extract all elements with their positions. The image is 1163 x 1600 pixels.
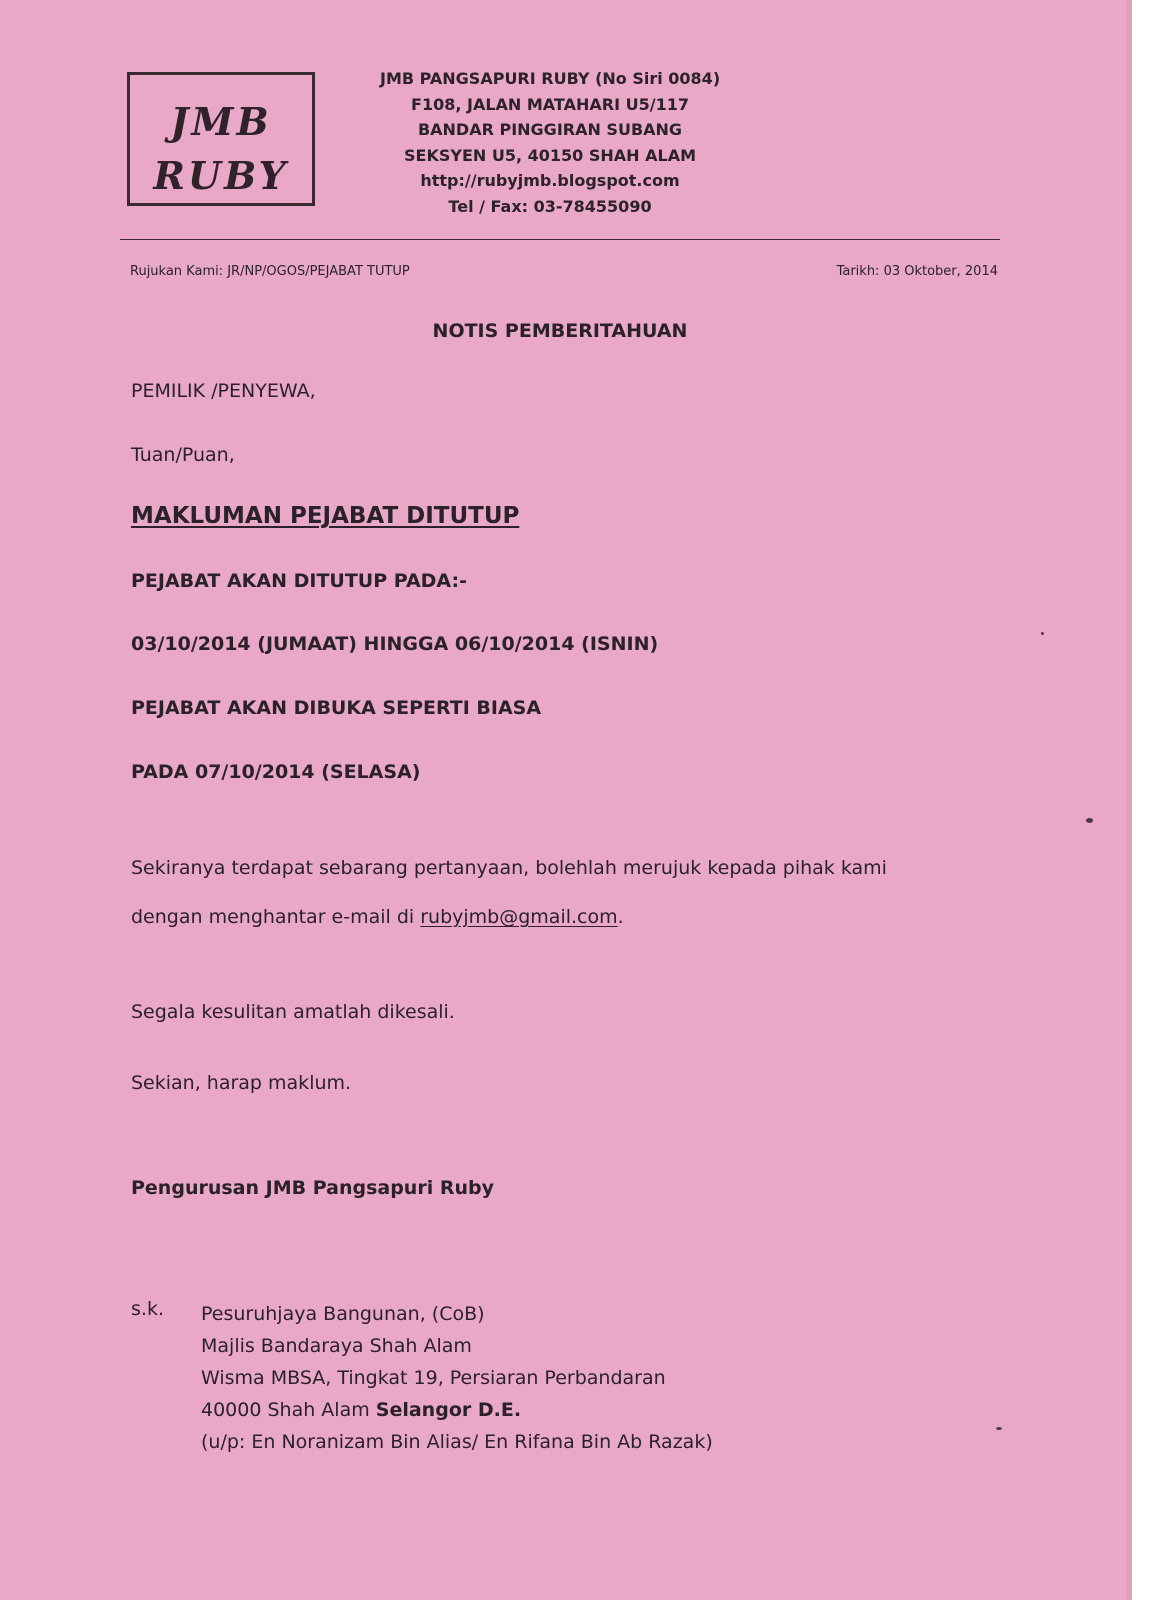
announcement-line-2: 03/10/2014 (JUMAAT) HINGGA 06/10/2014 (ISNIN) bbox=[131, 633, 659, 655]
org-name: JMB PANGSAPURI RUBY (No Siri 0084) bbox=[380, 69, 721, 88]
closing-line: Sekian, harap maklum. bbox=[131, 1072, 352, 1094]
announcement-line-4: PADA 07/10/2014 (SELASA) bbox=[131, 761, 421, 783]
organization-address bbox=[380, 66, 720, 220]
logo-line-2: RUBY bbox=[153, 153, 289, 198]
reference-number: Rujukan Kami: JR/NP/OGOS/PEJABAT TUTUP bbox=[130, 264, 410, 279]
paper-speck bbox=[1086, 818, 1093, 823]
paper-speck bbox=[996, 1427, 1002, 1430]
body-line-2-prefix: dengan menghantar e-mail di bbox=[131, 906, 421, 928]
cc-line-3: Wisma MBSA, Tingkat 19, Persiaran Perbandaran bbox=[201, 1367, 666, 1389]
notice-date: Tarikh: 03 Oktober, 2014 bbox=[836, 264, 998, 279]
apology-line: Segala kesulitan amatlah dikesali. bbox=[131, 1001, 455, 1023]
cc-state: Selangor D.E. bbox=[375, 1399, 522, 1421]
paper-edge bbox=[1126, 0, 1132, 1600]
salutation: Tuan/Puan, bbox=[131, 444, 235, 466]
header-divider bbox=[120, 239, 1000, 240]
cc-attention: (u/p: En Noranizam Bin Alias/ En Rifana Bin Ab Razak) bbox=[201, 1431, 713, 1453]
logo-box bbox=[127, 72, 315, 206]
org-area: BANDAR PINGGIRAN SUBANG bbox=[417, 120, 683, 140]
body-line-1: Sekiranya terdapat sebarang pertanyaan, bolehlah merujuk kepada pihak kami bbox=[131, 857, 887, 879]
cc-city: 40000 Shah Alam bbox=[201, 1399, 376, 1421]
signature: Pengurusan JMB Pangsapuri Ruby bbox=[131, 1177, 494, 1199]
org-city: SEKSYEN U5, 40150 SHAH ALAM bbox=[404, 145, 696, 165]
announcement-line-3: PEJABAT AKAN DIBUKA SEPERTI BIASA bbox=[131, 697, 542, 719]
announcement-line-1: PEJABAT AKAN DITUTUP PADA:- bbox=[131, 570, 467, 592]
logo-line-1: JMB bbox=[170, 99, 272, 144]
email-link[interactable]: rubyjmb@gmail.com bbox=[420, 906, 618, 928]
cc-line-4 bbox=[201, 1394, 713, 1426]
recipient: PEMILIK /PENYEWA, bbox=[131, 380, 316, 402]
org-street: F108, JALAN MATAHARI U5/117 bbox=[411, 94, 689, 114]
subject-heading: MAKLUMAN PEJABAT DITUTUP bbox=[131, 503, 520, 529]
cc-line-2: Majlis Bandaraya Shah Alam bbox=[201, 1335, 472, 1357]
org-website: http://rubyjmb.blogspot.com bbox=[420, 171, 680, 191]
body-line-2 bbox=[131, 906, 624, 928]
cc-address bbox=[201, 1298, 713, 1458]
org-phone: Tel / Fax: 03-78455090 bbox=[448, 196, 652, 216]
paper-speck bbox=[1041, 632, 1044, 635]
cc-label: s.k. bbox=[131, 1298, 164, 1320]
body-line-2-suffix: . bbox=[617, 906, 624, 928]
cc-line-1: Pesuruhjaya Bangunan, (CoB) bbox=[201, 1303, 485, 1325]
notice-title: NOTIS PEMBERITAHUAN bbox=[432, 320, 688, 342]
